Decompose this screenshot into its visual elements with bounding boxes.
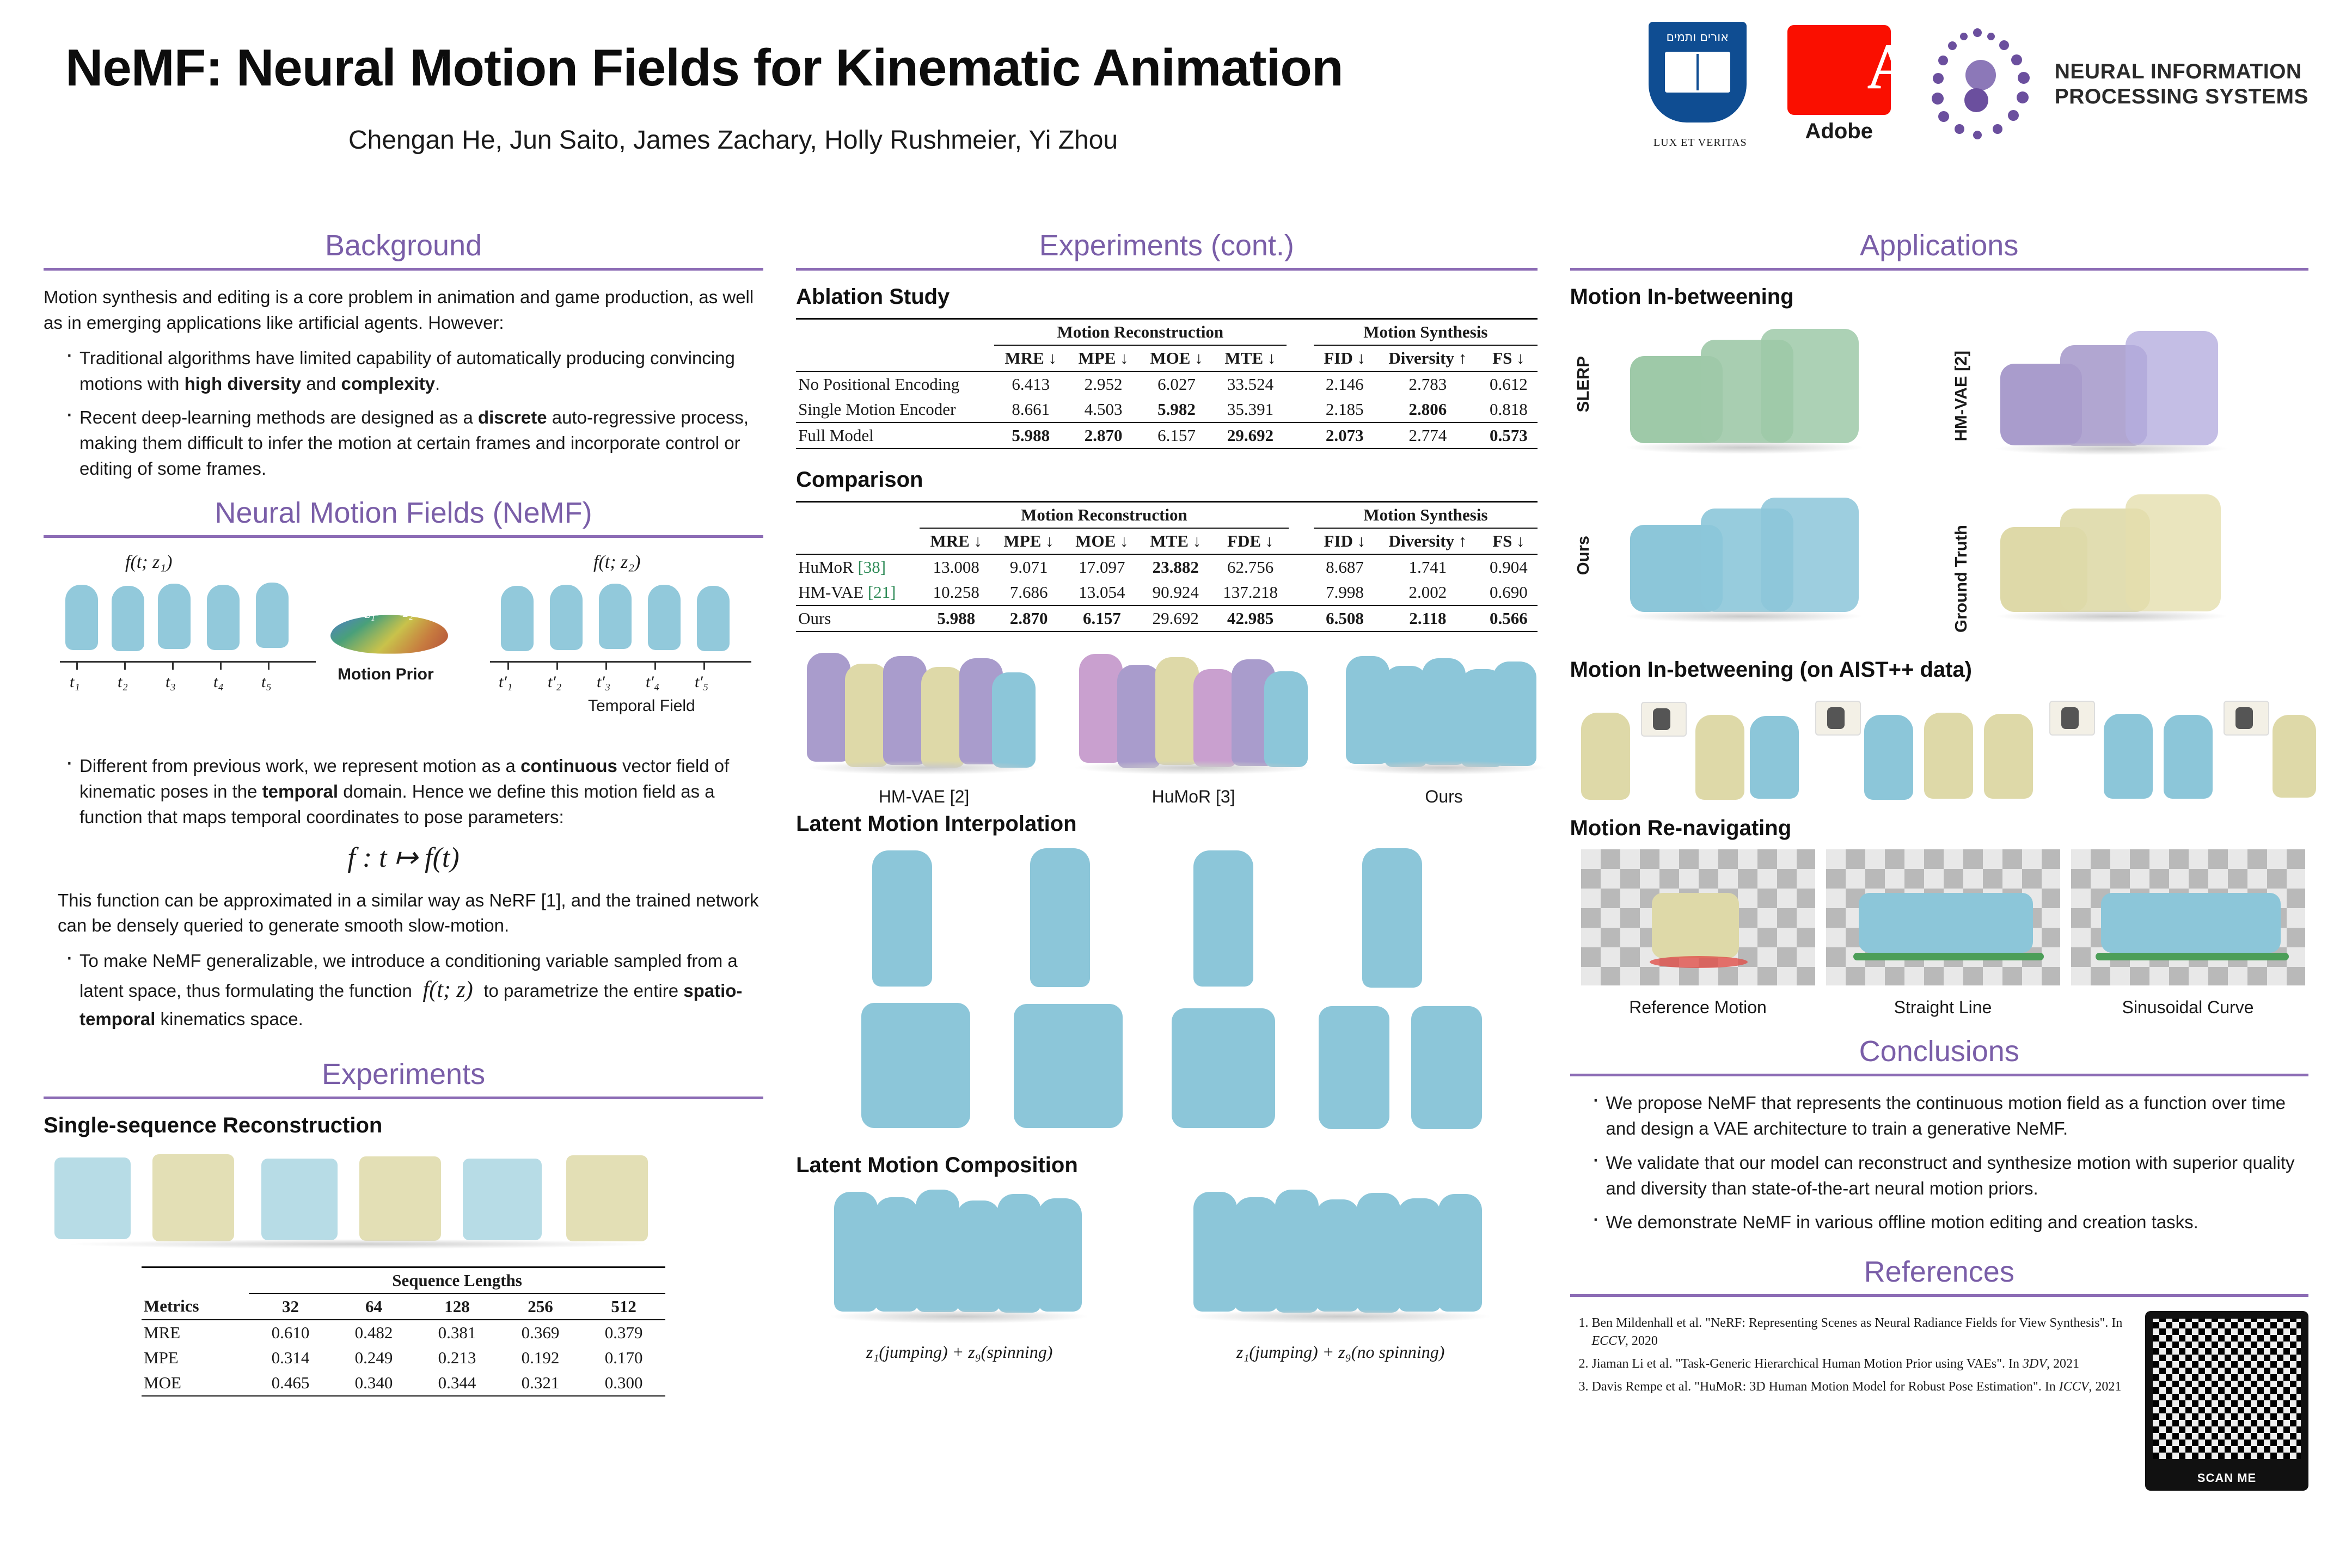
comparison-col-fde: FDE ↓ (1212, 528, 1289, 554)
column-left (44, 229, 763, 1491)
seq-group-header: Sequence Lengths (249, 1267, 665, 1294)
aist-figure (1570, 691, 2309, 811)
ablation-row0-name: No Positional Encoding (798, 375, 960, 394)
neurips-line-2: PROCESSING SYSTEMS (2054, 85, 2308, 108)
list-item: 1. Ben Mildenhall et al. "NeRF: Representing Scenes as Neural Radiance Fields for View Synthesis". In ECCV, 2020 (1592, 1314, 2124, 1350)
ablation-row2-v5: 2.774 (1375, 422, 1480, 449)
seq-row1-v0: 0.314 (271, 1347, 310, 1367)
ablation-row2-v3: 29.692 (1214, 422, 1287, 449)
neurips-logo (1926, 27, 2308, 142)
section-title-experiments: Experiments (44, 1057, 763, 1099)
ablation-row0-v2: 6.027 (1157, 375, 1196, 394)
ablation-row2-name: Full Model (796, 422, 994, 449)
comparison-row1-v7: 0.690 (1480, 580, 1537, 605)
adobe-a-icon (1787, 25, 1891, 115)
comparison-row0-cite: [38] (857, 558, 886, 577)
qr-code-label: SCAN ME (2197, 1471, 2257, 1485)
section-title-references: References (1570, 1255, 2309, 1297)
seq-row2-v2: 0.344 (415, 1370, 499, 1396)
poster-header (0, 0, 2352, 212)
comparison-row0-name: HuMoR [38] (798, 558, 886, 577)
background-intro: Motion synthesis and editing is a core problem in animation and game production, as well as in emerging applications like artificial agents. However: (44, 287, 754, 333)
ablation-row0-v1: 2.952 (1084, 375, 1123, 394)
ablation-row0-v6: 0.612 (1490, 375, 1528, 394)
seq-col-128: 128 (415, 1294, 499, 1320)
latent-z1-label: z₁ (365, 605, 376, 622)
comparison-row0-v6: 1.741 (1408, 558, 1447, 577)
yale-hebrew-text: אורים ותמים (1666, 30, 1729, 44)
inbetween-label-hmvae: HM-VAE [2] (1951, 351, 1970, 442)
comparison-row0-v5: 8.687 (1326, 558, 1364, 577)
ablation-row1-name: Single Motion Encoder (796, 397, 994, 422)
nemf-bullet-1: · Different from previous work, we represent motion as a continuous vector field of kinematic poses in the temporal domain. Hence we define this motion field as a function that maps temporal coordinates to pose parameters: (65, 754, 763, 830)
adobe-wordmark: Adobe (1805, 119, 1873, 143)
comparison-row0-v7: 0.904 (1490, 558, 1528, 577)
comparison-row1-v4: 137.218 (1212, 580, 1289, 605)
section-title-experiments-cont: Experiments (cont.) (796, 229, 1537, 271)
single-seq-heading: Single-sequence Reconstruction (44, 1113, 383, 1137)
crowd-caption-hmvae: HM-VAE [2] (878, 787, 970, 806)
interpolation-heading: Latent Motion Interpolation (796, 812, 1077, 836)
nemf-bullets (44, 754, 763, 830)
ablation-col-fid: FID ↓ (1314, 345, 1375, 371)
motion-prior-surface (320, 615, 458, 654)
background-bullet-1: · Traditional algorithms have limited capability of automatically producing convincing motions with high diversity and complexity. (65, 346, 763, 397)
ablation-row2-v2: 6.157 (1139, 422, 1214, 449)
seq-row1-metric: MPE (144, 1347, 179, 1367)
ablation-row1-v4: 2.185 (1314, 397, 1375, 422)
conclusion-bullet-2: · We validate that our model can reconstruct and synthesize motion with superior quality and diversity than state-of-the-art neural motion priors. (1592, 1150, 2309, 1202)
comparison-col-moe: MOE ↓ (1064, 528, 1139, 554)
comparison-table (796, 501, 1537, 632)
seq-row0-v1: 0.482 (354, 1322, 393, 1342)
references-row (1570, 1311, 2309, 1491)
crowd-comparison-figure (796, 647, 1537, 806)
seq-row1-v2: 0.213 (438, 1347, 476, 1367)
ablation-col-mte: MTE ↓ (1214, 345, 1287, 371)
renavigating-figure (1570, 849, 2309, 1017)
neurips-dots-icon (1926, 27, 2041, 142)
comparison-row2-v0: 5.988 (920, 605, 993, 632)
comparison-row1-cite: [21] (867, 583, 896, 602)
column-right (1570, 229, 2309, 1491)
comparison-col-div: Diversity ↑ (1376, 528, 1480, 554)
nemf-bullets-2 (44, 948, 763, 1032)
section-title-applications: Applications (1570, 229, 2309, 271)
comparison-row1-v2: 13.054 (1064, 580, 1139, 605)
yale-motto: LUX ET VERITAS (1653, 137, 1747, 149)
comparison-row0-v1: 9.071 (1009, 558, 1048, 577)
column-middle (796, 229, 1537, 1491)
composition-heading: Latent Motion Composition (796, 1153, 1078, 1177)
composition-caption-left: z₁(jumping) + z₉(spinning) (866, 1342, 1053, 1362)
yale-book-icon (1665, 52, 1730, 93)
comparison-col-fid: FID ↓ (1314, 528, 1375, 554)
seq-col-512: 512 (582, 1294, 665, 1320)
ablation-row2-v0: 5.988 (994, 422, 1068, 449)
comparison-group-synth: Motion Synthesis (1314, 502, 1537, 529)
seq-row0-v0: 0.610 (271, 1322, 310, 1342)
comparison-row2-v1: 2.870 (993, 605, 1064, 632)
ablation-row2-v4: 2.073 (1314, 422, 1375, 449)
nemf-bullet-2: · To make NeMF generalizable, we introduce a conditioning variable sampled from a latent space, thus formulating the function f(t; z) to parametrize the entire spatio-temporal kinematics space. (65, 948, 763, 1032)
ablation-table (796, 318, 1537, 449)
qr-code[interactable] (2145, 1311, 2308, 1491)
table-row (796, 605, 1537, 632)
latent-z2-label: z₂ (403, 604, 414, 621)
background-bullets (44, 346, 763, 482)
list-item: 3. Davis Rempe et al. "HuMoR: 3D Human Motion Model for Robust Pose Estimation". In ICCV, 2021 (1592, 1378, 2124, 1395)
comparison-row2-name: Ours (796, 605, 919, 632)
comparison-row1-name: HM-VAE [21] (796, 580, 919, 605)
adobe-logo (1785, 25, 1894, 144)
nemf-fig-left-label: f(t; z₁) (125, 552, 173, 573)
ablation-row0-v5: 2.783 (1408, 375, 1447, 394)
ablation-row0-v4: 2.146 (1325, 375, 1364, 394)
ablation-row1-v2: 5.982 (1139, 397, 1214, 422)
ablation-col-mre: MRE ↓ (994, 345, 1068, 371)
comparison-row2-v7: 0.566 (1480, 605, 1537, 632)
comparison-row2-v5: 6.508 (1314, 605, 1375, 632)
crowd-caption-humor: HuMoR [3] (1152, 787, 1235, 806)
seq-row1-v1: 0.249 (354, 1347, 393, 1367)
seq-row2-v1: 0.340 (332, 1370, 415, 1396)
background-bullet-2: · Recent deep-learning methods are designed as a discrete auto-regressive process, making them difficult to infer the motion at certain frames and incorporate control or editing of some frames. (65, 405, 763, 482)
comparison-row1-v6: 2.002 (1376, 580, 1480, 605)
single-seq-figure (44, 1147, 763, 1266)
motion-prior-caption: Motion Prior (338, 665, 434, 684)
author-list: Chengan He, Jun Saito, James Zachary, Holly Rushmeier, Yi Zhou (348, 126, 1118, 155)
ablation-row1-v6: 0.818 (1480, 397, 1537, 422)
section-title-background: Background (44, 229, 763, 271)
comparison-row0-v2: 17.097 (1079, 558, 1125, 577)
renav-caption-straight: Straight Line (1894, 997, 1992, 1017)
poster-columns (0, 229, 2352, 1491)
table-row (796, 580, 1537, 605)
nemf-formula: f : t ↦ f(t) (347, 842, 460, 873)
seq-row1-v4: 0.170 (604, 1347, 643, 1367)
sequence-lengths-table-wrap (44, 1266, 763, 1396)
seq-row2-v3: 0.321 (499, 1370, 582, 1396)
ablation-row1-v1: 4.503 (1068, 397, 1139, 422)
ablation-row2-v1: 2.870 (1068, 422, 1139, 449)
inbetween-label-ours: Ours (1573, 536, 1592, 575)
table-row (796, 554, 1537, 580)
seq-row2-metric: MOE (142, 1370, 249, 1396)
nemf-fig-right-label: f(t; z₂) (593, 552, 641, 573)
table-row (796, 422, 1537, 449)
ablation-col-fs: FS ↓ (1480, 345, 1537, 371)
comparison-col-fs: FS ↓ (1480, 528, 1537, 554)
seq-col-metrics: Metrics (142, 1294, 249, 1320)
interpolation-figure (796, 845, 1537, 1150)
comparison-group-recon: Motion Reconstruction (920, 502, 1289, 529)
ablation-col-div: Diversity ↑ (1375, 345, 1480, 371)
list-item: 2. Jiaman Li et al. "Task-Generic Hierarchical Human Motion Prior using VAEs". In 3DV, 2021 (1592, 1355, 2124, 1373)
seq-col-256: 256 (499, 1294, 582, 1320)
table-row (796, 371, 1537, 397)
ablation-row0-v3: 33.524 (1227, 375, 1274, 394)
table-row (142, 1370, 665, 1396)
renav-caption-reference: Reference Motion (1629, 997, 1767, 1017)
comparison-row0-v4: 62.756 (1227, 558, 1274, 577)
renav-caption-sinusoidal: Sinusoidal Curve (2122, 997, 2254, 1017)
comparison-row1-v5: 7.998 (1314, 580, 1375, 605)
table-row (796, 397, 1537, 422)
nemf-figure: f(t; z₁) f(t; z₂) t₁ t₂ t₃ t₄ t₅ z₁ z₂ Motion Prior t′₁ t′₂ t′₃ t′₄ t′₅ Temporal Field (44, 552, 763, 732)
section-title-nemf: Neural Motion Fields (NeMF) (44, 496, 763, 538)
comparison-col-mpe: MPE ↓ (993, 528, 1064, 554)
ablation-group-synth: Motion Synthesis (1314, 319, 1537, 346)
seq-row2-v0: 0.465 (249, 1370, 332, 1396)
ablation-row0-v0: 6.413 (1012, 375, 1050, 394)
seq-col-32: 32 (249, 1294, 332, 1320)
comparison-col-mre: MRE ↓ (920, 528, 993, 554)
seq-row0-v3: 0.369 (521, 1322, 560, 1342)
comparison-heading: Comparison (796, 468, 923, 492)
yale-shield-icon (1649, 22, 1747, 122)
ablation-row1-v5: 2.806 (1375, 397, 1480, 422)
comparison-row2-v3: 29.692 (1140, 605, 1212, 632)
neurips-line-1: NEURAL INFORMATION (2054, 59, 2302, 83)
ablation-heading: Ablation Study (796, 285, 950, 309)
aist-heading: Motion In-betweening (on AIST++ data) (1570, 658, 1972, 682)
section-title-conclusions: Conclusions (1570, 1034, 2309, 1076)
neurips-wordmark (2055, 59, 2308, 109)
qr-code-pattern (2153, 1319, 2301, 1459)
conclusion-bullet-3: · We demonstrate NeMF in various offline motion editing and creation tasks. (1592, 1210, 2309, 1235)
seq-row1-v3: 0.192 (521, 1347, 560, 1367)
inbetween-label-gt: Ground Truth (1951, 525, 1970, 633)
seq-row0-metric: MRE (144, 1322, 181, 1342)
ablation-group-recon: Motion Reconstruction (994, 319, 1287, 346)
comparison-row1-v1: 7.686 (993, 580, 1064, 605)
inbetween-label-slerp: SLERP (1573, 356, 1592, 413)
renavigating-heading: Motion Re-navigating (1570, 816, 1792, 840)
composition-figure (796, 1186, 1537, 1366)
ablation-row1-v3: 35.391 (1214, 397, 1287, 422)
conclusion-bullets (1570, 1091, 2309, 1235)
comparison-row1-v0: 10.258 (920, 580, 993, 605)
comparison-row0-v0: 13.008 (933, 558, 979, 577)
nemf-para-2: This function can be approximated in a similar way as NeRF [1], and the trained network can be densely queried to generate smooth slow-motion. (58, 890, 759, 936)
comparison-row0-v3: 23.882 (1152, 558, 1199, 577)
seq-row0-v2: 0.381 (438, 1322, 476, 1342)
comparison-row2-v4: 42.985 (1212, 605, 1289, 632)
logo-group (1649, 22, 2308, 147)
seq-row0-v4: 0.379 (604, 1322, 643, 1342)
temporal-field-caption: Temporal Field (588, 697, 695, 715)
ablation-col-moe: MOE ↓ (1139, 345, 1214, 371)
ablation-row1-v0: 8.661 (994, 397, 1068, 422)
page-title: NeMF: Neural Motion Fields for Kinematic Animation (65, 39, 1343, 97)
comparison-row1-v3: 90.924 (1140, 580, 1212, 605)
table-row (142, 1320, 665, 1345)
comparison-row2-v2: 6.157 (1064, 605, 1139, 632)
comparison-row2-v6: 2.118 (1376, 605, 1480, 632)
composition-caption-right: z₁(jumping) + z₉(no spinning) (1236, 1342, 1445, 1362)
seq-row2-v4: 0.300 (582, 1370, 665, 1396)
crowd-caption-ours: Ours (1425, 787, 1463, 806)
reference-list (1570, 1314, 2124, 1401)
sequence-lengths-table (142, 1266, 665, 1396)
ablation-row2-v6: 0.573 (1480, 422, 1537, 449)
conclusion-bullet-1: · We propose NeMF that represents the continuous motion field as a function over time and design a VAE architecture to train a generative NeMF. (1592, 1091, 2309, 1142)
comparison-col-mte: MTE ↓ (1140, 528, 1212, 554)
seq-col-64: 64 (332, 1294, 415, 1320)
inbetweening-heading: Motion In-betweening (1570, 285, 1794, 309)
table-row (142, 1345, 665, 1370)
yale-logo (1649, 22, 1752, 147)
ablation-col-mpe: MPE ↓ (1068, 345, 1139, 371)
inbetweening-figure (1570, 318, 2309, 656)
